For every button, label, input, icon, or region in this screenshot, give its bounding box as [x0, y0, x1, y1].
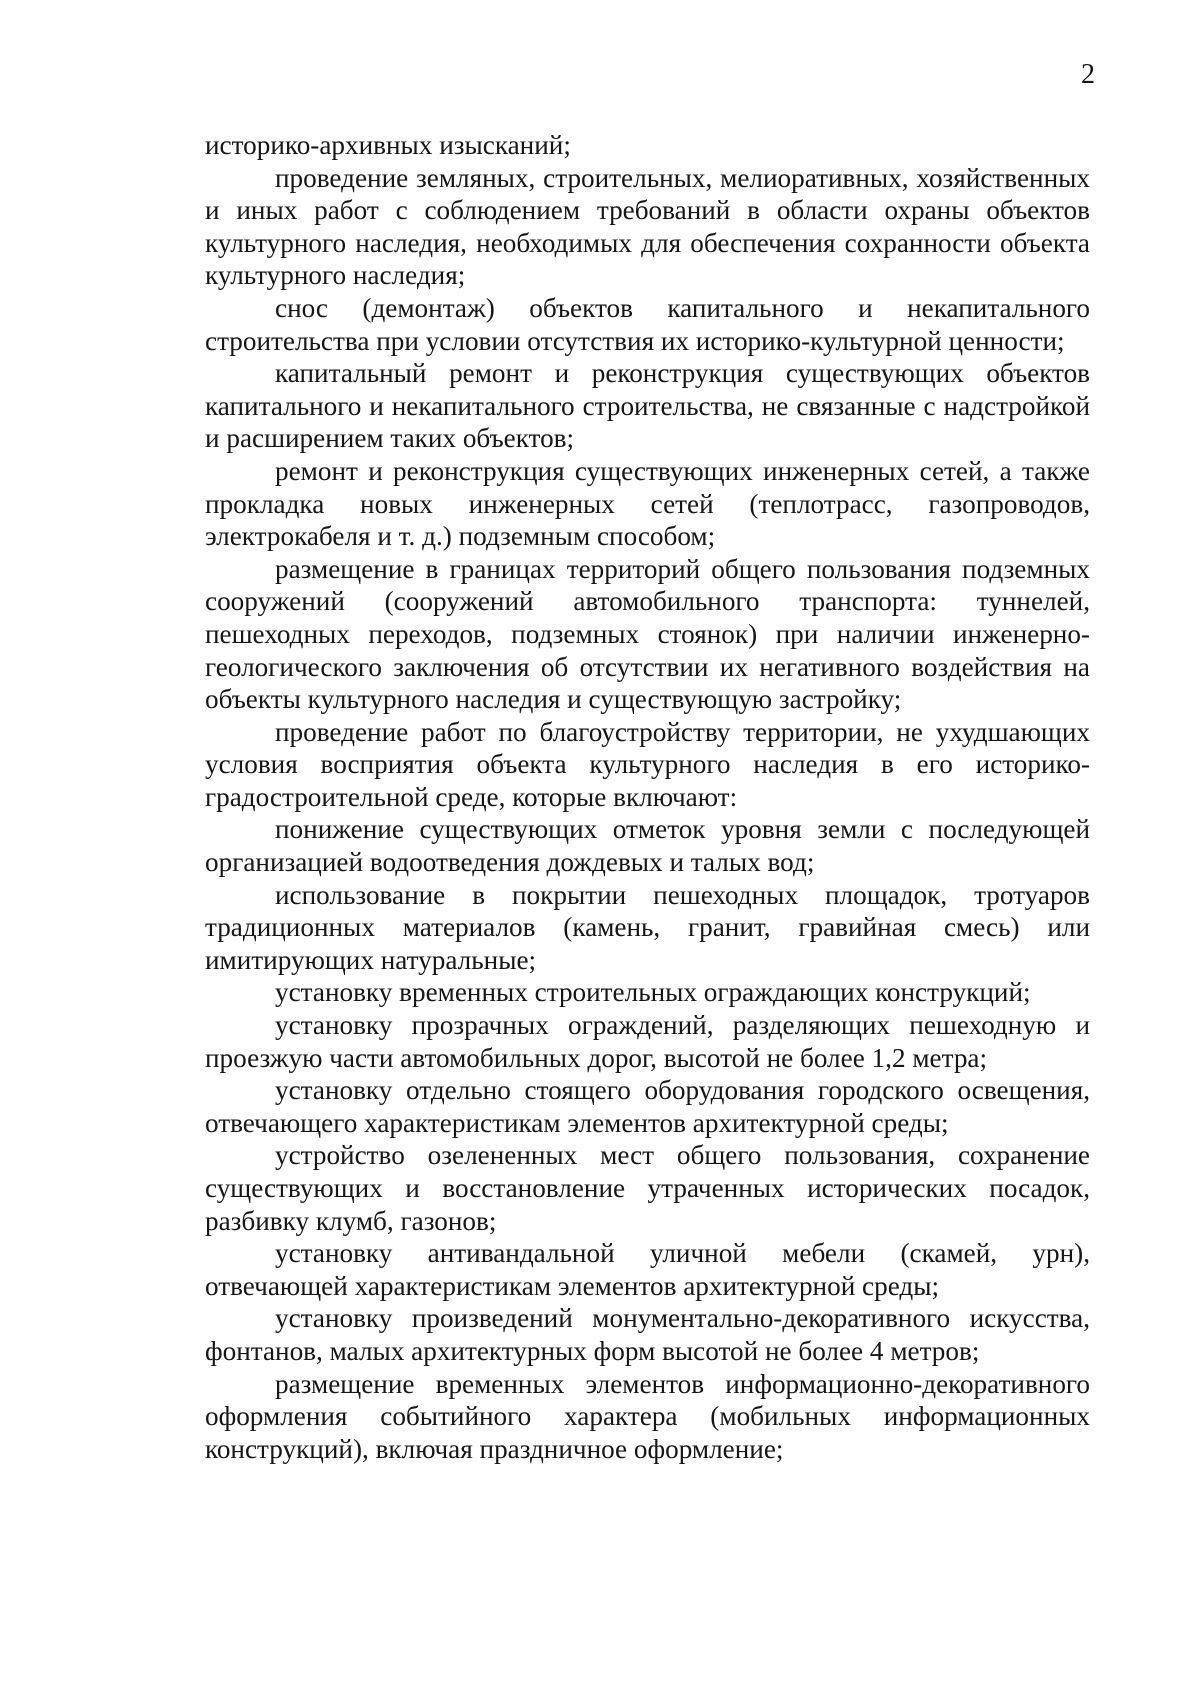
paragraph: размещение временных элементов информационно-декоративного оформления событийного характера (мобильных информационных конструкций), включая праздничное оформление;	[205, 1368, 1090, 1464]
paragraph: понижение существующих отметок уровня земли с последующей организацией водоотведения дождевых и талых вод;	[205, 814, 1090, 878]
paragraph: использование в покрытии пешеходных площадок, тротуаров традиционных материалов (камень, гранит, гравийная смесь) или имитирующих натуральные;	[205, 879, 1090, 975]
paragraph: капитальный ремонт и реконструкция существующих объектов капитального и некапитального строительства, не связанные с надстройкой и расширением таких объектов;	[205, 358, 1090, 454]
paragraph: проведение земляных, строительных, мелиоративных, хозяйственных и иных работ с соблюдением требований в области охраны объектов культурного наследия, необходимых для обеспечения сохранности объекта культурного наследия;	[205, 162, 1090, 291]
paragraph: размещение в границах территорий общего пользования подземных сооружений (сооружений автомобильного транспорта: туннелей, пешеходных переходов, подземных стоянок) при наличии инженерно-геологического заключения об отсутствии их негативного воздействия на объекты культурного наследия и существующую застройку;	[205, 553, 1090, 715]
paragraph: ремонт и реконструкция существующих инженерных сетей, а также прокладка новых инженерных сетей (теплотрасс, газопроводов, электрокабеля и т. д.) подземным способом;	[205, 455, 1090, 552]
page-number: 2	[1081, 59, 1095, 90]
paragraph: установку отдельно стоящего оборудования городского освещения, отвечающего характеристикам элементов архитектурной среды;	[205, 1075, 1090, 1138]
paragraph: снос (демонтаж) объектов капитального и некапитального строительства при условии отсутствия их историко-культурной ценности;	[205, 292, 1090, 356]
paragraph: установку произведений монументально-декоративного искусства, фонтанов, малых архитектурных форм высотой не более 4 метров;	[205, 1303, 1090, 1366]
paragraph: устройство озелененных мест общего пользования, сохранение существующих и восстановление утраченных исторических посадок, разбивку клумб, газонов;	[205, 1140, 1090, 1236]
paragraph: историко-архивных изысканий;	[205, 130, 571, 160]
paragraph: проведение работ по благоустройству территории, не ухудшающих условия восприятия объекта культурного наследия в его историко-градостроительной среде, которые включают:	[205, 716, 1090, 812]
paragraph: установку временных строительных ограждающих конструкций;	[275, 977, 1031, 1008]
document-body	[205, 129, 1090, 1465]
paragraph: установку прозрачных ограждений, разделяющих пешеходную и проезжую части автомобильных дорог, высотой не более 1,2 метра;	[205, 1010, 1090, 1073]
paragraph: установку антивандальной уличной мебели (скамей, урн), отвечающей характеристикам элементов архитектурной среды;	[205, 1238, 1090, 1301]
